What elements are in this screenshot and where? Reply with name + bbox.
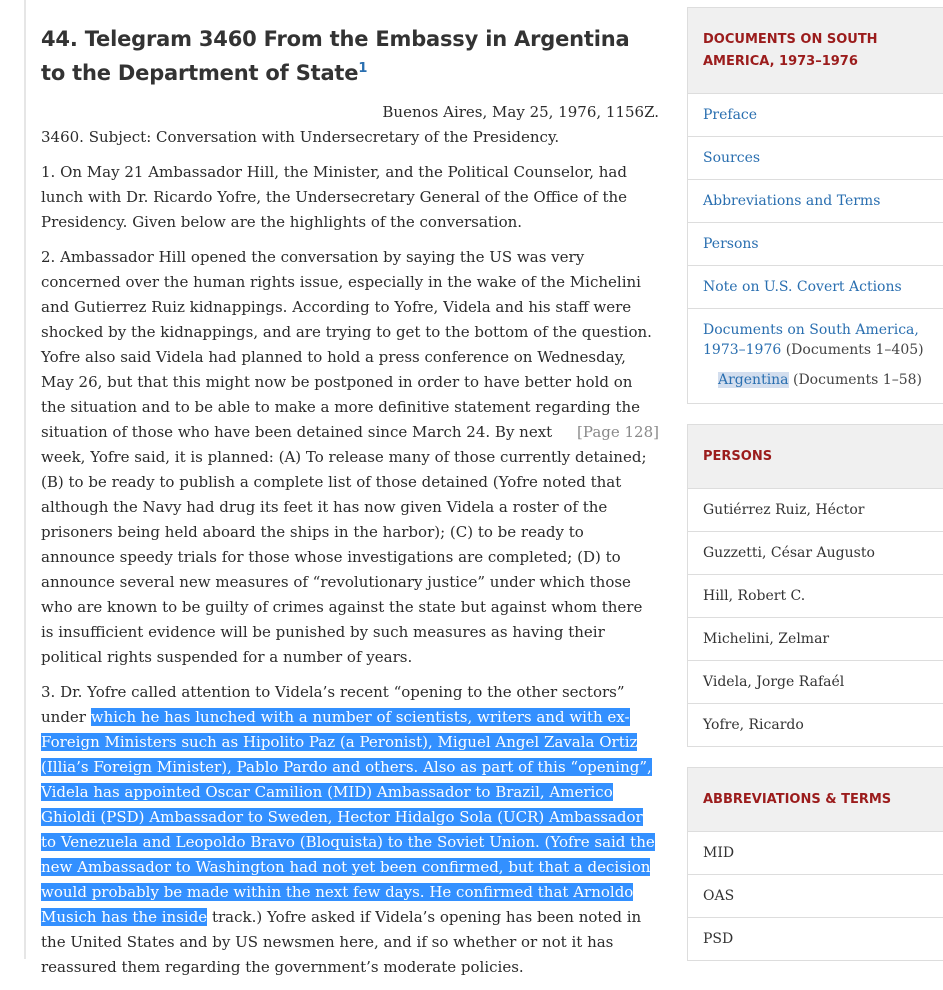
paragraph-2-part-a: 2. Ambassador Hill opened the conversation by saying the US was very concerned over the human rights issue, especially in the wake of the Michelini and Gutierrez Ruiz kidnappings. According to Yofre, Videla and his staff were shocked by the kidnappings, and are trying to get to the bottom of the question. Yofre also said Videla had planned to hold a press conference on Wednesday, May 26, but that this might now be postponed in order to have better hold on the situation and to be able to make a more definitive statement regarding the situation of those	[41, 248, 652, 441]
abbreviation-term[interactable]: OAS	[703, 888, 735, 904]
toc-link[interactable]: Note on U.S. Covert Actions	[703, 279, 902, 295]
toc-item-abbreviations[interactable]	[688, 180, 943, 223]
abbreviation-term[interactable]: PSD	[703, 931, 734, 947]
person-name[interactable]: Gutiérrez Ruiz, Héctor	[703, 502, 865, 518]
person-item[interactable]	[688, 618, 943, 661]
paragraph-3	[41, 680, 659, 980]
sidebar	[687, 7, 943, 981]
toc-link[interactable]: Abbreviations and Terms	[703, 193, 881, 209]
toc-heading[interactable]: DOCUMENTS ON SOUTH AMERICA, 1973–1976	[688, 8, 943, 94]
toc-link[interactable]: Sources	[703, 150, 761, 166]
person-item[interactable]	[688, 661, 943, 704]
toc-item-volume[interactable]	[688, 309, 943, 403]
paragraph-1: 1. On May 21 Ambassador Hill, the Minister, and the Political Counselor, had lunch with Dr. Ricardo Yofre, the Undersecretary General of the Office of the Presidency. Given below are the highlights of the conversation.	[41, 163, 628, 231]
paragraph-2	[41, 245, 659, 670]
toc-link[interactable]: Preface	[703, 107, 758, 123]
person-item[interactable]	[688, 575, 943, 618]
person-item[interactable]	[688, 532, 943, 575]
abbreviation-item[interactable]	[688, 918, 943, 960]
abbreviations-panel	[687, 767, 943, 961]
document-title	[41, 22, 659, 90]
person-name[interactable]: Guzzetti, César Augusto	[703, 545, 875, 561]
abbreviation-item[interactable]	[688, 875, 943, 918]
paragraph-2-part-b: who have been detained since March 24. By next week, Yofre said, it is planned: (A) To release many of those currently detained; (B) to be ready to publish a complete list of those detained (Yofre noted that although the Navy had drug its feet it has now given Videla a roster of the prisoners being held aboard the ships in the harbor); (C) to be ready to announce speedy trials for those whose investigations are completed; (D) to announce several new measures of “revolutionary justice” under which those who are known to be guilty of crimes against the state but against whom there is insufficient evidence will be punished by such measures as having their political rights suspended for a number of years.	[41, 423, 647, 666]
toc-subitem-argentina	[718, 370, 928, 390]
toc-link[interactable]: Persons	[703, 236, 759, 252]
toc-sub-link[interactable]: Argentina	[718, 372, 789, 388]
toc-panel	[687, 7, 943, 404]
document-body	[41, 22, 659, 990]
persons-heading: PERSONS	[688, 425, 943, 489]
selected-text[interactable]: which he has lunched with a number of scientists, writers and with ex-Foreign Ministers such as Hipolito Paz (a Peronist), Miguel Angel Zavala Ortiz (Illia’s Foreign Minister), Pablo Pardo and others. Also as part of this “opening”, Videla has appointed Oscar Camilion (MID) Ambassador to Brazil, Americo Ghioldi (PSD) Ambassador to Sweden, Hector Hidalgo Sola (UCR) Ambassador to Venezuela and Leopoldo Bravo (Bloquista) to the Soviet Union. (Yofre said the new Ambassador to Washington had not yet been confirmed, but that a decision would probably be made within the next few days. He confirmed that Arnoldo Musich has the inside	[41, 708, 655, 926]
abbreviation-item[interactable]	[688, 832, 943, 875]
toc-item-sources[interactable]	[688, 137, 943, 180]
toc-item-preface[interactable]	[688, 94, 943, 137]
toc-volume-count: (Documents 1–405)	[781, 342, 924, 358]
person-name[interactable]: Michelini, Zelmar	[703, 631, 830, 647]
abbreviation-term[interactable]: MID	[703, 845, 735, 861]
toc-sub-count: (Documents 1–58)	[788, 372, 922, 388]
abbreviations-heading: ABBREVIATIONS & TERMS	[688, 768, 943, 832]
persons-panel	[687, 424, 943, 747]
paragraph-3-after: track.) Yofre asked if Videla’s opening has been noted in the United States and by US newsmen here, and if so whether or not it has reassured them regarding the government’s moderate policies.	[41, 908, 642, 976]
person-name[interactable]: Hill, Robert C.	[703, 588, 806, 604]
person-name[interactable]: Videla, Jorge Rafaél	[703, 674, 845, 690]
person-name[interactable]: Yofre, Ricardo	[703, 717, 804, 733]
page-reference[interactable]: [Page 128]	[577, 423, 659, 441]
footnote-link[interactable]: 1	[358, 61, 368, 76]
person-item[interactable]	[688, 704, 943, 746]
toc-item-covert-actions[interactable]	[688, 266, 943, 309]
left-border	[24, 0, 26, 959]
toc-volume-link[interactable]: Documents on South America, 1973–1976	[703, 322, 919, 358]
document-title-text: 44. Telegram 3460 From the Embassy in Argentina to the Department of State	[41, 27, 630, 85]
dateline: Buenos Aires, May 25, 1976, 1156Z.	[382, 103, 659, 121]
paragraph-3-before: 3. Dr. Yofre called attention to Videla’s recent “opening to the other sectors” under	[41, 683, 625, 726]
subject-line: 3460. Subject: Conversation with Undersecretary of the Presidency.	[41, 128, 560, 146]
person-item[interactable]	[688, 489, 943, 532]
toc-item-persons[interactable]	[688, 223, 943, 266]
